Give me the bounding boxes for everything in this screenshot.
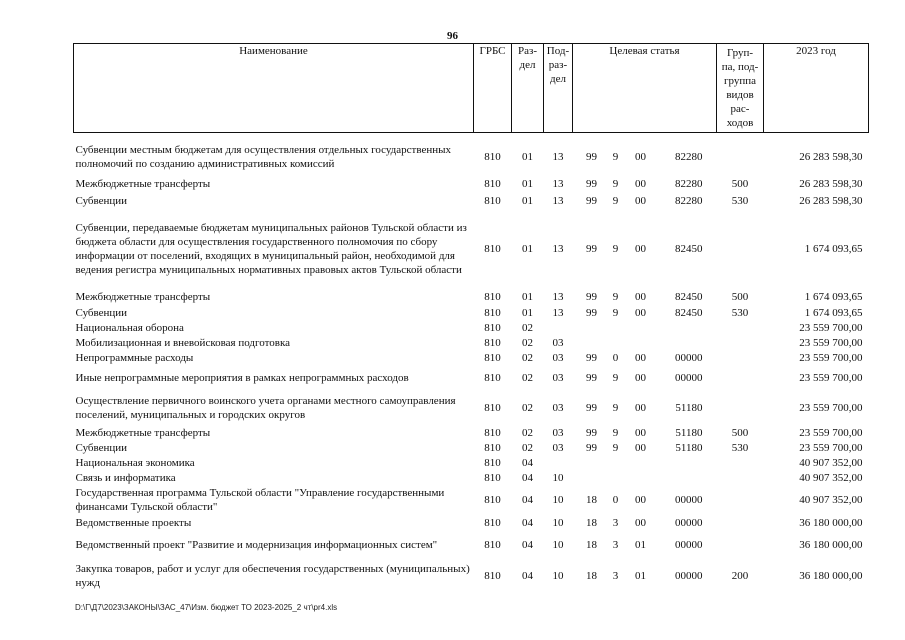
- row-name: Непрограммные расходы: [75, 351, 194, 364]
- row-target: [573, 559, 717, 593]
- header-podrazdel: Под- раз- дел: [544, 44, 573, 133]
- row-razdel: 02: [522, 441, 533, 454]
- target-program: 99: [586, 151, 597, 163]
- row-expense-group: [717, 455, 764, 470]
- target-program: 99: [586, 426, 597, 439]
- row-name: Субвенции: [75, 195, 128, 207]
- row-razdel: 02: [522, 426, 533, 439]
- row-amount: 23 559 700,00: [799, 336, 863, 349]
- row-name: Государственная программа Тульской области "Управление государственными финансами Тульской области": [75, 486, 445, 513]
- row-target: [573, 320, 717, 335]
- target-subprogram: 9: [612, 372, 619, 384]
- row-grbs: 810: [484, 456, 501, 469]
- row-name: Межбюджетные трансферты: [75, 178, 211, 190]
- target-program: 18: [586, 539, 597, 551]
- row-grbs: 810: [484, 151, 501, 163]
- row-name: Связь и информатика: [75, 471, 176, 484]
- row-podrazdel: 10: [552, 493, 564, 506]
- row-podrazdel: 03: [552, 351, 564, 364]
- row-podrazdel: 13: [552, 195, 564, 207]
- row-podrazdel: 10: [552, 516, 564, 529]
- row-expense-group: [717, 320, 764, 335]
- target-program: 99: [586, 178, 597, 190]
- row-amount: 36 180 000,00: [799, 516, 863, 529]
- table-row: [74, 209, 869, 289]
- row-razdel: 01: [522, 151, 533, 163]
- row-grbs: 810: [484, 351, 501, 364]
- row-name: Субвенции местным бюджетам для осуществления отдельных государственных полномочий по созданию административных комиссий: [75, 144, 451, 170]
- target-subprogram: 9: [612, 426, 619, 439]
- table-row: [74, 531, 869, 559]
- row-target: [573, 350, 717, 365]
- table-row: [74, 193, 869, 209]
- target-direction: 82280: [675, 178, 703, 190]
- table-row: [74, 455, 869, 470]
- row-razdel: 02: [522, 336, 533, 349]
- row-podrazdel: 03: [552, 372, 564, 384]
- target-program: 99: [586, 402, 597, 414]
- row-amount: 40 907 352,00: [799, 493, 863, 506]
- row-target: [573, 425, 717, 440]
- row-target: [573, 365, 717, 391]
- table-row: [74, 514, 869, 531]
- target-subprogram: 3: [612, 570, 619, 582]
- row-amount: 40 907 352,00: [799, 456, 863, 469]
- row-amount: 26 283 598,30: [799, 195, 863, 207]
- row-amount: 23 559 700,00: [799, 321, 863, 334]
- row-target: [573, 391, 717, 425]
- table-row: [74, 425, 869, 440]
- header-grbs: ГРБС: [474, 44, 512, 133]
- row-razdel: 04: [522, 516, 533, 529]
- target-event: 00: [635, 351, 646, 364]
- row-grbs: 810: [484, 516, 501, 529]
- target-program: 99: [586, 372, 597, 384]
- row-amount: 26 283 598,30: [799, 178, 863, 190]
- row-grbs: 810: [484, 426, 501, 439]
- target-subprogram: 3: [612, 516, 619, 529]
- row-grbs: 810: [484, 178, 501, 190]
- row-target: [573, 305, 717, 320]
- row-expense-group: [717, 139, 764, 175]
- row-target: [573, 531, 717, 559]
- row-amount: 36 180 000,00: [799, 539, 863, 551]
- target-event: 00: [635, 178, 646, 190]
- row-expense-group: 500: [731, 178, 749, 190]
- target-subprogram: 3: [612, 539, 619, 551]
- table-body: [74, 133, 869, 594]
- row-expense-group: [717, 365, 764, 391]
- target-direction: 00000: [675, 372, 703, 384]
- row-expense-group: 500: [731, 291, 749, 303]
- row-grbs: 810: [484, 570, 501, 582]
- target-subprogram: 9: [612, 151, 619, 163]
- row-razdel: 01: [522, 195, 533, 207]
- row-target: [573, 485, 717, 514]
- target-subprogram: 9: [612, 195, 619, 207]
- row-podrazdel: [544, 320, 573, 335]
- table-row: [74, 391, 869, 425]
- table-row: [74, 470, 869, 485]
- row-razdel: 01: [522, 291, 533, 303]
- target-event: 00: [635, 151, 646, 163]
- table-row: [74, 289, 869, 305]
- header-group: Груп- па, под- группа видов рас- ходов: [717, 44, 764, 133]
- row-podrazdel: 13: [552, 178, 564, 190]
- row-expense-group: [717, 350, 764, 365]
- target-program: 18: [586, 493, 597, 506]
- row-name: Субвенции: [75, 441, 128, 454]
- row-amount: 23 559 700,00: [799, 402, 863, 414]
- target-event: 00: [635, 195, 646, 207]
- target-program: 99: [586, 291, 597, 303]
- table-row: [74, 559, 869, 593]
- header-target: Целевая статья: [573, 44, 717, 133]
- row-expense-group: 530: [731, 306, 749, 319]
- target-event: 01: [635, 539, 646, 551]
- row-podrazdel: 10: [552, 471, 564, 484]
- target-program: 99: [586, 243, 597, 255]
- header-year: 2023 год: [764, 44, 869, 133]
- row-amount: 1 674 093,65: [804, 291, 863, 303]
- row-target: [573, 455, 717, 470]
- row-amount: 1 674 093,65: [804, 243, 863, 255]
- target-direction: 00000: [675, 570, 703, 582]
- row-name: Осуществление первичного воинского учета органами местного самоуправления поселений, муниципальных и городских округов: [75, 395, 456, 421]
- row-razdel: 01: [522, 178, 533, 190]
- target-direction: 82280: [675, 195, 703, 207]
- row-expense-group: [717, 209, 764, 289]
- target-program: 18: [586, 516, 597, 529]
- row-podrazdel: [544, 455, 573, 470]
- row-podrazdel: 13: [552, 151, 564, 163]
- row-target: [573, 139, 717, 175]
- row-grbs: 810: [484, 402, 501, 414]
- row-amount: 23 559 700,00: [799, 441, 863, 454]
- target-direction: 00000: [675, 493, 703, 506]
- target-direction: 51180: [675, 441, 703, 454]
- row-target: [573, 470, 717, 485]
- table-row: [74, 365, 869, 391]
- target-direction: 00000: [675, 516, 703, 529]
- target-direction: 51180: [675, 402, 703, 414]
- target-subprogram: 0: [612, 351, 619, 364]
- row-name: Национальная оборона: [75, 321, 184, 334]
- row-razdel: 04: [522, 456, 533, 469]
- page-number: 96: [447, 30, 458, 42]
- row-name: Иные непрограммные мероприятия в рамках непрограммных расходов: [75, 372, 409, 384]
- row-amount: 23 559 700,00: [799, 351, 863, 364]
- target-event: 00: [635, 243, 646, 255]
- target-direction: 82450: [675, 291, 703, 303]
- file-path-footer: D:\Г\Д7\2023\ЗАКОНЫ\ЗАС_47\Изм. бюджет ТО 2023-2025_2 чт\рr4.xls: [75, 603, 338, 612]
- target-direction: 51180: [675, 426, 703, 439]
- table-row: [74, 320, 869, 335]
- target-event: 00: [635, 516, 646, 529]
- target-event: 00: [635, 291, 646, 303]
- target-event: 00: [635, 441, 646, 454]
- header-razdel: Раз- дел: [512, 44, 544, 133]
- row-grbs: 810: [484, 372, 501, 384]
- target-subprogram: 9: [612, 243, 619, 255]
- row-grbs: 810: [484, 441, 501, 454]
- row-razdel: 01: [522, 306, 533, 319]
- budget-table: [73, 43, 869, 593]
- row-name: Закупка товаров, работ и услуг для обеспечения государственных (муниципальных) нужд: [75, 563, 470, 589]
- row-expense-group: 530: [731, 441, 749, 454]
- row-grbs: 810: [484, 306, 501, 319]
- row-expense-group: 200: [731, 570, 749, 582]
- row-name: Ведомственные проекты: [75, 516, 192, 529]
- row-target: [573, 440, 717, 455]
- row-name: Субвенции: [75, 306, 128, 319]
- row-razdel: 04: [522, 493, 533, 506]
- table-row: [74, 350, 869, 365]
- row-podrazdel: 13: [552, 243, 564, 255]
- row-podrazdel: 10: [552, 539, 564, 551]
- row-target: [573, 289, 717, 305]
- row-podrazdel: 03: [552, 426, 564, 439]
- row-target: [573, 209, 717, 289]
- target-program: 99: [586, 195, 597, 207]
- row-grbs: 810: [484, 336, 501, 349]
- table-row: [74, 175, 869, 193]
- target-direction: 82280: [675, 151, 703, 163]
- target-program: 99: [586, 306, 597, 319]
- target-event: 01: [635, 570, 646, 582]
- table-row: [74, 440, 869, 455]
- table-row: [74, 139, 869, 175]
- target-program: 99: [586, 351, 597, 364]
- table-row: [74, 305, 869, 320]
- row-name: Ведомственный проект "Развитие и модернизация информационных систем": [75, 539, 438, 551]
- row-amount: 40 907 352,00: [799, 471, 863, 484]
- target-subprogram: 9: [612, 402, 619, 414]
- target-subprogram: 9: [612, 178, 619, 190]
- row-razdel: 01: [522, 243, 533, 255]
- row-podrazdel: 03: [552, 441, 564, 454]
- row-name: Национальная экономика: [75, 456, 195, 469]
- row-name: Мобилизационная и вневойсковая подготовка: [75, 336, 291, 349]
- target-direction: 00000: [675, 351, 703, 364]
- row-razdel: 04: [522, 539, 533, 551]
- target-program: 99: [586, 441, 597, 454]
- target-event: 00: [635, 372, 646, 384]
- table-row: [74, 485, 869, 514]
- target-program: 18: [586, 570, 597, 582]
- row-amount: 23 559 700,00: [799, 426, 863, 439]
- row-grbs: 810: [484, 291, 501, 303]
- row-amount: 26 283 598,30: [799, 151, 863, 163]
- row-name: Субвенции, передаваемые бюджетам муниципальных районов Тульской области из бюджета области для осуществления государственного полномочия по сбору информации от поселений, входящих в муниципальный район, необходимой для ведения регистра муниципальных нормативных правовых актов Тульской области: [75, 222, 467, 276]
- row-expense-group: [717, 391, 764, 425]
- target-event: 00: [635, 426, 646, 439]
- target-subprogram: 0: [612, 493, 619, 506]
- row-target: [573, 175, 717, 193]
- table-header: [74, 44, 869, 133]
- row-podrazdel: 10: [552, 570, 564, 582]
- row-grbs: 810: [484, 195, 501, 207]
- target-direction: 00000: [675, 539, 703, 551]
- row-razdel: 02: [522, 372, 533, 384]
- row-razdel: 02: [522, 402, 533, 414]
- target-direction: 82450: [675, 306, 703, 319]
- header-name: Наименование: [74, 44, 474, 133]
- row-razdel: 04: [522, 570, 533, 582]
- row-expense-group: [717, 485, 764, 514]
- row-podrazdel: 03: [552, 336, 564, 349]
- row-target: [573, 335, 717, 350]
- row-expense-group: 530: [731, 195, 749, 207]
- row-grbs: 810: [484, 493, 501, 506]
- row-target: [573, 193, 717, 209]
- row-grbs: 810: [484, 539, 501, 551]
- row-expense-group: [717, 514, 764, 531]
- row-grbs: 810: [484, 321, 501, 334]
- row-podrazdel: 03: [552, 402, 564, 414]
- target-subprogram: 9: [612, 291, 619, 303]
- row-expense-group: [717, 335, 764, 350]
- row-razdel: 02: [522, 321, 533, 334]
- row-grbs: 810: [484, 471, 501, 484]
- target-subprogram: 9: [612, 306, 619, 319]
- row-podrazdel: 13: [552, 306, 564, 319]
- row-expense-group: [717, 470, 764, 485]
- row-podrazdel: 13: [552, 291, 564, 303]
- row-grbs: 810: [484, 243, 501, 255]
- target-event: 00: [635, 306, 646, 319]
- row-expense-group: 500: [731, 426, 749, 439]
- row-amount: 1 674 093,65: [804, 306, 863, 319]
- row-amount: 23 559 700,00: [799, 372, 863, 384]
- target-event: 00: [635, 402, 646, 414]
- row-name: Межбюджетные трансферты: [75, 426, 211, 439]
- row-razdel: 04: [522, 471, 533, 484]
- row-expense-group: [717, 531, 764, 559]
- target-event: 00: [635, 493, 646, 506]
- target-direction: 82450: [675, 243, 703, 255]
- row-amount: 36 180 000,00: [799, 570, 863, 582]
- table-row: [74, 335, 869, 350]
- target-subprogram: 9: [612, 441, 619, 454]
- row-razdel: 02: [522, 351, 533, 364]
- row-name: Межбюджетные трансферты: [75, 291, 211, 303]
- row-target: [573, 514, 717, 531]
